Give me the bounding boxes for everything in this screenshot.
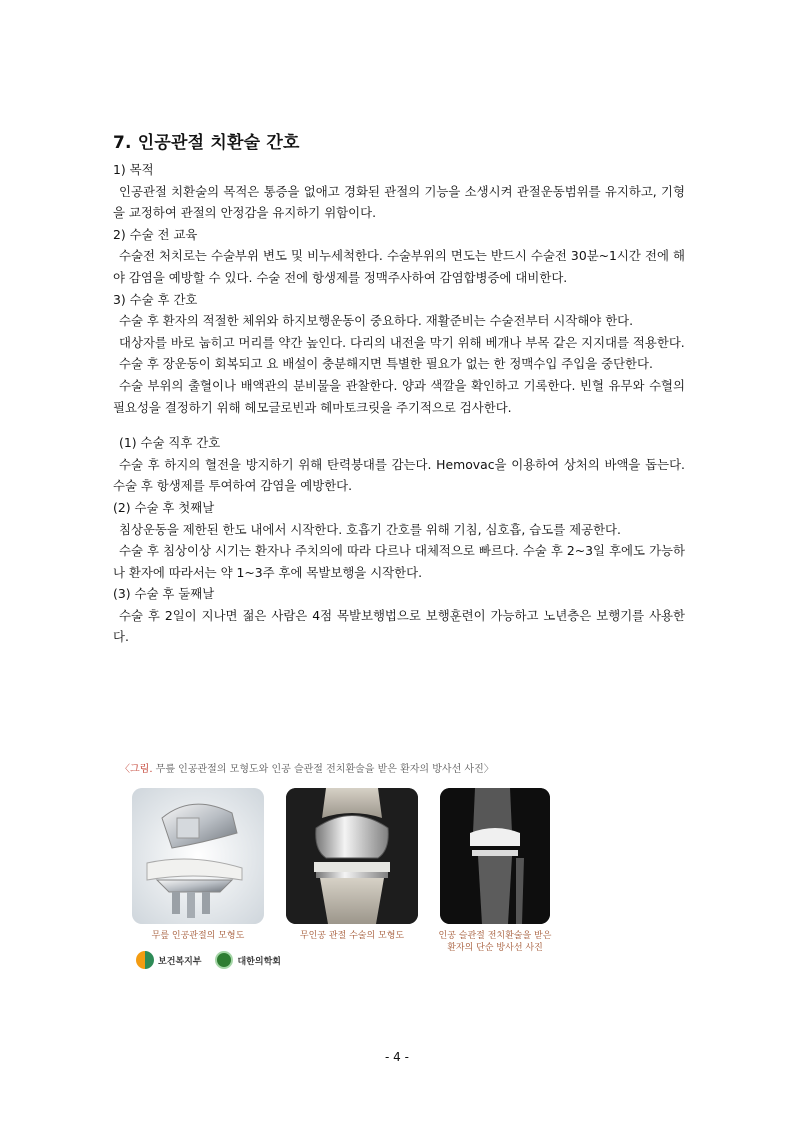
ministry-logo-icon bbox=[136, 951, 154, 969]
figure-caption bbox=[120, 760, 494, 775]
paragraph: 대상자를 바로 눕히고 머리를 약간 높인다. 다리의 내전을 막기 위해 베개나 부목 같은 지지대를 적용한다. bbox=[119, 334, 685, 350]
ministry-logo bbox=[136, 951, 201, 969]
paragraph: 수술 후 환자의 적절한 체위와 하지보행운동이 중요하다. 재활준비는 수술전부터 시작해야 한다. bbox=[119, 313, 634, 329]
logos bbox=[136, 950, 281, 970]
subheading: (3) 수술 후 둘째날 bbox=[113, 586, 215, 602]
kams-logo-text: 대한의학회 bbox=[237, 956, 281, 967]
subheading: (2) 수술 후 첫째날 bbox=[113, 499, 215, 515]
page-number: - 4 - bbox=[385, 1050, 409, 1064]
kams-logo bbox=[215, 951, 280, 969]
ministry-logo-text: 보건복지부 bbox=[158, 956, 202, 967]
subheading: 2) 수술 전 교육 bbox=[113, 226, 198, 242]
subheading: (1) 수술 직후 간호 bbox=[119, 435, 221, 451]
figure-caption-text: 무릎 인공관절의 모형도와 인공 슬관절 전치환술을 받은 환자의 방사선 사진〉 bbox=[152, 764, 494, 775]
document-body bbox=[113, 128, 685, 648]
knee-replacement-model-label: 무인공 관절 수술의 모형도 bbox=[299, 931, 405, 941]
paragraph: 수술전 처치로는 수술부위 변도 및 비누세척한다. 수술부위의 면도는 반드시 수술전 30분~1시간 전에 해야 감염을 예방할 수 있다. 수술 전에 항생제를 정맥주사하여 감염합병증에 대비한다. bbox=[113, 248, 685, 285]
paragraph: 침상운동을 제한된 한도 내에서 시작한다. 호흡기 간호를 위해 기침, 심호흡, 습도를 제공한다. bbox=[119, 521, 621, 537]
implant-model-label: 무릎 인공관절의 모형도 bbox=[151, 931, 245, 941]
knee-replacement-model-image bbox=[286, 788, 418, 924]
figure bbox=[120, 760, 570, 976]
subheading: 3) 수술 후 간호 bbox=[113, 291, 198, 307]
paragraph: 수술 후 침상이상 시기는 환자나 주치의에 따라 다르나 대체적으로 빠르다. 수술 후 2~3일 후에도 가능하나 환자에 따라서는 약 1~3주 후에 목발보행을 시작한다. bbox=[113, 543, 685, 580]
section-title: 7. 인공관절 치환술 간호 bbox=[113, 133, 300, 153]
spacer bbox=[113, 418, 685, 432]
paragraph: 수술 후 하지의 혈전을 방지하기 위해 탄력붕대를 감는다. Hemovac을 이용하여 상처의 바액을 돕는다. 수술 후 항생제를 투여하여 감염을 예방한다. bbox=[113, 456, 685, 494]
paragraph: 인공관절 치환술의 목적은 통증을 없애고 경화된 관절의 기능을 소생시켜 관절운동범위를 유지하고, 기형을 교정하여 관절의 안정감을 유지하기 위함이다. bbox=[113, 183, 685, 221]
paragraph: 수술 부위의 출혈이나 배액관의 분비물을 관찰한다. 양과 색깔을 확인하고 기록한다. 빈혈 유무와 수혈의 필요성을 결정하기 위해 헤모글로빈과 헤마토크릿을 주기적으로 검사한다. bbox=[113, 377, 685, 415]
figure-caption-accent: 〈그림. bbox=[120, 764, 153, 775]
xray-label: 인공 슬관절 전치환술을 받은 환자의 단순 방사선 사진 bbox=[438, 931, 552, 953]
kams-logo-icon bbox=[215, 951, 233, 969]
paragraph: 수술 후 2일이 지나면 젊은 사람은 4점 목발보행법으로 보행훈련이 가능하고 노년층은 보행기를 사용한다. bbox=[113, 607, 685, 645]
implant-model-image bbox=[132, 788, 264, 924]
subheading: 1) 목적 bbox=[113, 162, 154, 177]
xray-image bbox=[440, 788, 550, 924]
paragraph: 수술 후 장운동이 회복되고 요 배설이 충분해지면 특별한 필요가 없는 한 정맥수입 주입을 중단한다. bbox=[119, 356, 653, 372]
section-content bbox=[113, 159, 685, 648]
